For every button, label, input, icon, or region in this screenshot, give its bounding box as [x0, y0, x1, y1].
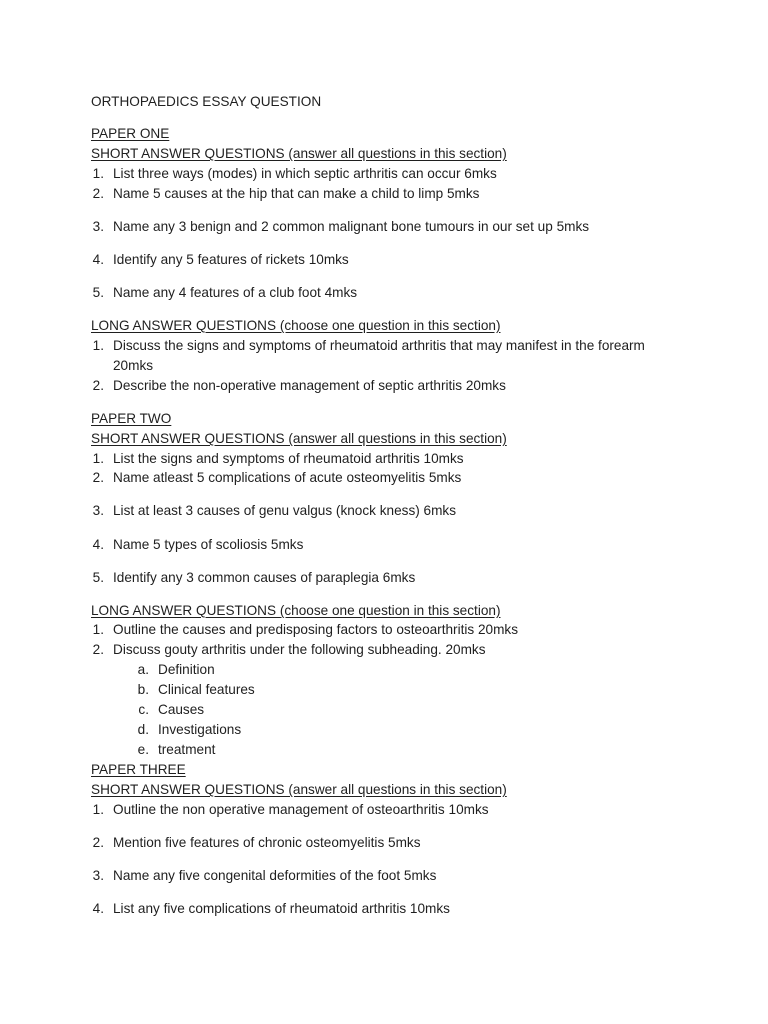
- question-text: Name any five congenital deformities of the foot 5mks: [113, 868, 437, 883]
- paper-two-heading: PAPER TWO: [91, 411, 172, 426]
- question-text: List any five complications of rheumatoid arthritis 10mks: [113, 901, 450, 916]
- sub-letter: e.: [137, 742, 149, 757]
- question-text: Name 5 types of scoliosis 5mks: [113, 537, 304, 552]
- question-text: Name any 3 benign and 2 common malignant bone tumours in our set up 5mks: [113, 219, 590, 234]
- list-number: 1.: [92, 338, 104, 353]
- sub-item-text: Causes: [158, 702, 205, 717]
- question-text: Name any 4 features of a club foot 4mks: [113, 285, 358, 300]
- paper-one-short-heading: SHORT ANSWER QUESTIONS (answer all questions in this section): [91, 146, 507, 161]
- question-text: Discuss the signs and symptoms of rheumatoid arthritis that may manifest in the forearm: [113, 338, 645, 353]
- list-number: 2.: [92, 186, 104, 201]
- question-text-continued: 20mks: [113, 358, 154, 373]
- sub-item-text: treatment: [158, 742, 216, 757]
- paper-three-heading: PAPER THREE: [91, 762, 186, 777]
- question-text: Name atleast 5 complications of acute osteomyelitis 5mks: [113, 470, 462, 485]
- question-text: List the signs and symptoms of rheumatoid arthritis 10mks: [113, 451, 464, 466]
- question-text: Mention five features of chronic osteomyelitis 5mks: [113, 835, 421, 850]
- list-number: 3.: [92, 868, 104, 883]
- list-number: 1.: [92, 802, 104, 817]
- question-text: Describe the non-operative management of septic arthritis 20mks: [113, 378, 506, 393]
- paper-one-heading: PAPER ONE: [91, 126, 170, 141]
- list-number: 2.: [92, 378, 104, 393]
- list-number: 2.: [92, 470, 104, 485]
- list-number: 1.: [92, 622, 104, 637]
- list-number: 2.: [92, 835, 104, 850]
- list-number: 5.: [92, 285, 104, 300]
- question-text: Name 5 causes at the hip that can make a child to limp 5mks: [113, 186, 480, 201]
- question-text: Identify any 5 features of rickets 10mks: [113, 252, 349, 267]
- sub-item-text: Clinical features: [158, 682, 255, 697]
- list-number: 3.: [92, 503, 104, 518]
- sub-letter: c.: [138, 702, 149, 717]
- question-text: Outline the non operative management of osteoarthritis 10mks: [113, 802, 489, 817]
- question-text: Identify any 3 common causes of paraplegia 6mks: [113, 570, 416, 585]
- paper-three-short-heading: SHORT ANSWER QUESTIONS (answer all questions in this section): [91, 782, 507, 797]
- list-number: 5.: [92, 570, 104, 585]
- list-number: 3.: [92, 219, 104, 234]
- list-number: 1.: [92, 451, 104, 466]
- list-number: 4.: [92, 252, 104, 267]
- sub-item-text: Investigations: [158, 722, 242, 737]
- list-number: 4.: [92, 537, 104, 552]
- paper-two-short-heading: SHORT ANSWER QUESTIONS (answer all questions in this section): [91, 431, 507, 446]
- list-number: 2.: [92, 642, 104, 657]
- sub-letter: d.: [137, 722, 149, 737]
- list-number: 1.: [92, 166, 104, 181]
- paper-two-long-heading: LONG ANSWER QUESTIONS (choose one question in this section): [91, 603, 501, 618]
- sub-item-text: Definition: [158, 662, 215, 677]
- question-text: Discuss gouty arthritis under the following subheading. 20mks: [113, 642, 486, 657]
- question-text: List three ways (modes) in which septic arthritis can occur 6mks: [113, 166, 497, 181]
- sub-letter: a.: [137, 662, 149, 677]
- sub-letter: b.: [137, 682, 149, 697]
- list-number: 4.: [92, 901, 104, 916]
- question-text: List at least 3 causes of genu valgus (knock kness) 6mks: [113, 503, 457, 518]
- document-title: ORTHOPAEDICS ESSAY QUESTION: [91, 94, 322, 109]
- question-text: Outline the causes and predisposing factors to osteoarthritis 20mks: [113, 622, 519, 637]
- paper-one-long-heading: LONG ANSWER QUESTIONS (choose one question in this section): [91, 318, 501, 333]
